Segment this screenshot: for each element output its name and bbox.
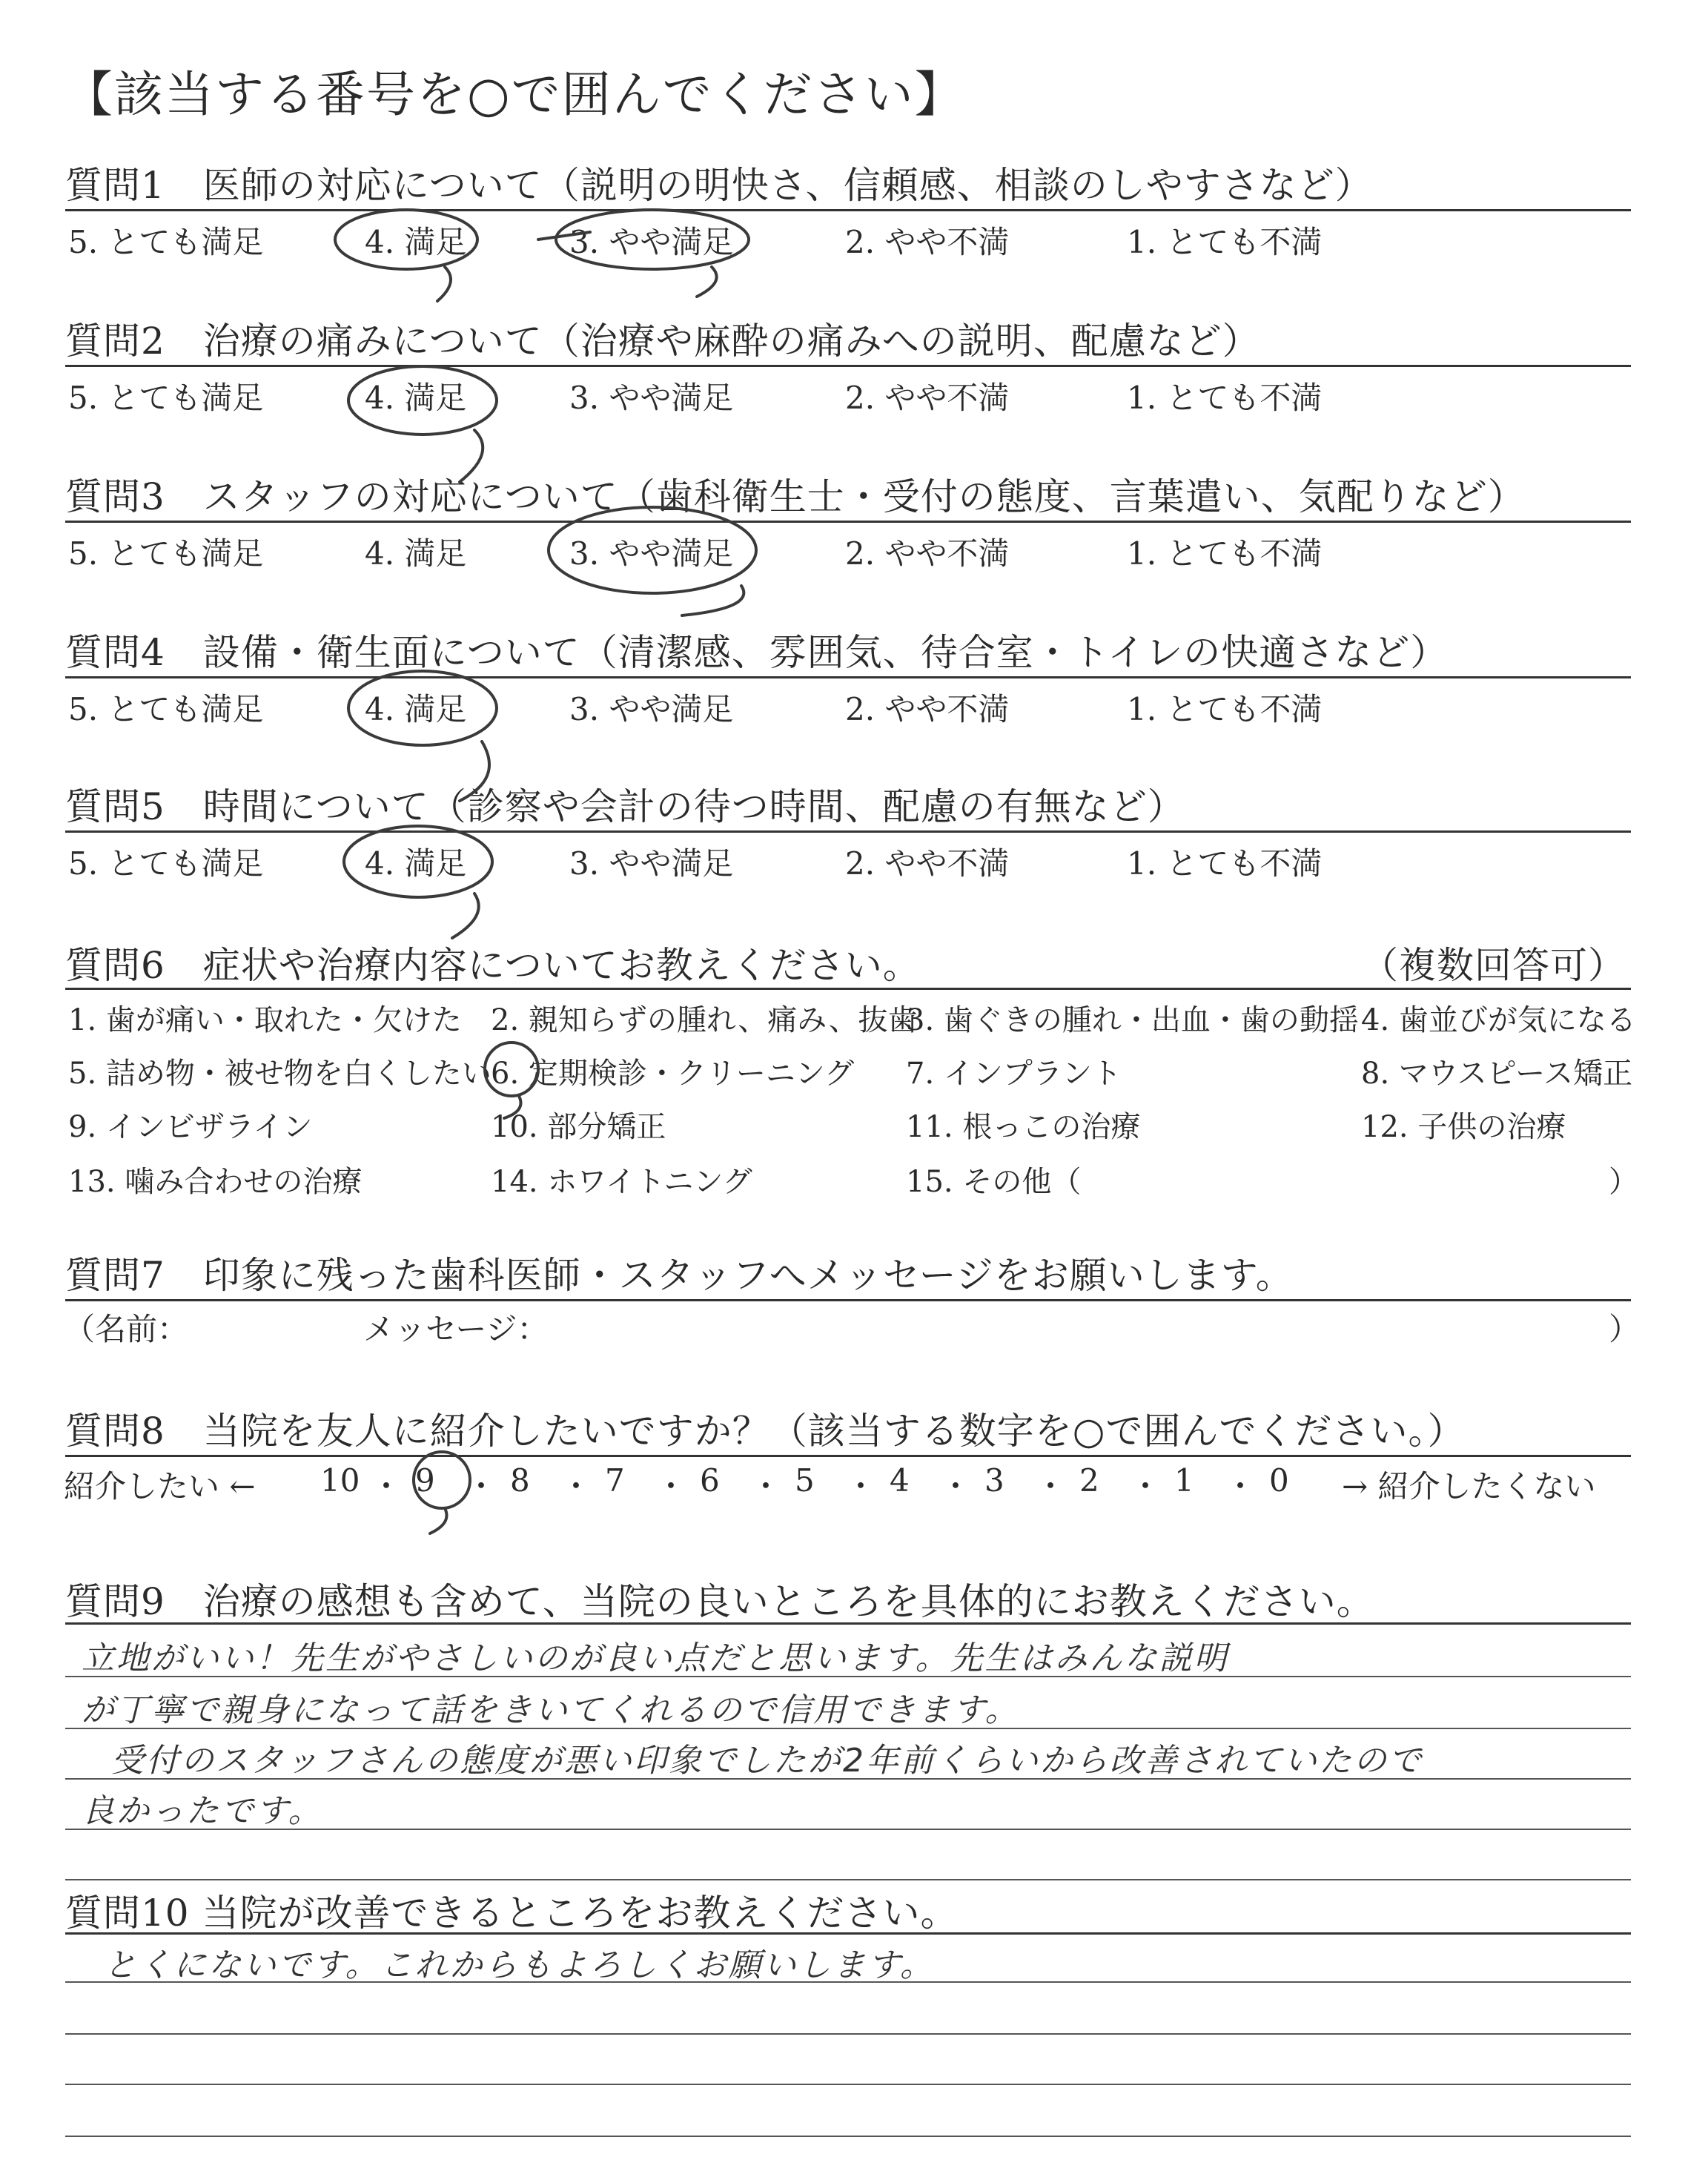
- q8-rule: [65, 1455, 1631, 1457]
- q8-score-7[interactable]: 7: [605, 1462, 625, 1499]
- q2-option-4[interactable]: 4. 満足: [365, 380, 467, 416]
- q2-option-3[interactable]: 3. やや満足: [569, 380, 734, 416]
- q8-separator: ・: [845, 1468, 877, 1505]
- tail-q5-4: [452, 894, 479, 938]
- q6-option-9[interactable]: 9. インビザライン: [68, 1110, 313, 1144]
- q3-rule: [65, 521, 1631, 523]
- q6-heading: 質問6 症状や治療内容についてお教えください。: [65, 944, 921, 987]
- q3-option-1[interactable]: 1. とても不満: [1127, 535, 1323, 572]
- q8-score-9[interactable]: 9: [415, 1462, 435, 1499]
- q6-option-8[interactable]: 8. マウスピース矯正: [1361, 1057, 1633, 1091]
- q3-option-4[interactable]: 4. 満足: [365, 535, 467, 572]
- q1-option-1[interactable]: 1. とても不満: [1127, 224, 1323, 260]
- q1-rule: [65, 209, 1631, 211]
- q6-option-1[interactable]: 1. 歯が痛い・取れた・欠けた: [68, 1003, 462, 1037]
- q8-score-8[interactable]: 8: [510, 1462, 530, 1499]
- q7-message-label: メッセージ：: [363, 1311, 549, 1347]
- q5-option-2[interactable]: 2. やや不満: [845, 845, 1010, 882]
- q1-option-4[interactable]: 4. 満足: [365, 224, 467, 260]
- q8-left-label: 紹介したい ←: [64, 1468, 256, 1505]
- q6-option-6[interactable]: 6. 定期検診・クリーニング: [491, 1057, 855, 1091]
- q10-heading: 質問10 当院が改善できるところをお教えください。: [65, 1892, 959, 1935]
- q4-option-3[interactable]: 3. やや満足: [569, 691, 734, 727]
- tail-q3-3: [682, 586, 744, 615]
- q6-option-5[interactable]: 5. 詰め物・被せ物を白くしたい: [68, 1057, 491, 1091]
- q2-heading: 質問2 治療の痛みについて（治療や麻酔の痛みへの説明、配慮など）: [65, 320, 1260, 363]
- q7-name-label: （名前：: [64, 1311, 189, 1347]
- q8-score-4[interactable]: 4: [890, 1462, 910, 1499]
- q6-option-3[interactable]: 3. 歯ぐきの腫れ・出血・歯の動揺: [906, 1003, 1359, 1037]
- q9-answer-line-4: 良かったです。: [82, 1792, 323, 1830]
- q8-separator: ・: [750, 1468, 782, 1505]
- q5-option-3[interactable]: 3. やや満足: [569, 845, 734, 882]
- page-title: 【該当する番号を○で囲んでください】: [64, 66, 965, 123]
- q8-right-label: → 紹介したくない: [1342, 1468, 1596, 1505]
- q9-answer-line-1: 立地がいい！先生がやさしいのが良い点だと思います。先生はみんな説明: [82, 1639, 1229, 1677]
- q6-option-15[interactable]: 15. その他（: [906, 1165, 1082, 1199]
- q2-option-1[interactable]: 1. とても不満: [1127, 380, 1323, 416]
- q1-heading: 質問1 医師の対応について（説明の明快さ、信頼感、相談のしやすさなど）: [65, 164, 1373, 207]
- q6-option-12[interactable]: 12. 子供の治療: [1361, 1110, 1566, 1144]
- q4-option-4[interactable]: 4. 満足: [365, 691, 467, 727]
- q3-option-2[interactable]: 2. やや不満: [845, 535, 1010, 572]
- q5-option-5[interactable]: 5. とても満足: [68, 845, 264, 882]
- q3-option-5[interactable]: 5. とても満足: [68, 535, 264, 572]
- q6-option-13[interactable]: 13. 噛み合わせの治療: [68, 1165, 363, 1199]
- q8-heading: 質問8 当院を友人に紹介したいですか？（該当する数字を○で囲んでください。）: [65, 1410, 1466, 1453]
- q1-option-5[interactable]: 5. とても満足: [68, 224, 264, 260]
- q6-option-2[interactable]: 2. 親知らずの腫れ、痛み、抜歯: [491, 1003, 918, 1037]
- q5-rule: [65, 830, 1631, 833]
- q7-heading: 質問7 印象に残った歯科医師・スタッフへメッセージをお願いします。: [65, 1254, 1294, 1297]
- q9-rule-top: [65, 1622, 1631, 1625]
- q6-option-11[interactable]: 11. 根っこの治療: [906, 1110, 1141, 1144]
- q7-rule: [65, 1299, 1631, 1301]
- q10-rule-top: [65, 1932, 1631, 1935]
- q8-score-1[interactable]: 1: [1174, 1462, 1194, 1499]
- q10-answer-line-1: とくにないです。これからもよろしくお願いします。: [104, 1946, 935, 1984]
- q8-separator: ・: [1130, 1468, 1162, 1505]
- q9-heading: 質問9 治療の感想も含めて、当院の良いところを具体的にお教えください。: [65, 1580, 1374, 1623]
- q2-option-5[interactable]: 5. とても満足: [68, 380, 264, 416]
- q4-rule: [65, 676, 1631, 678]
- q8-separator: ・: [1225, 1468, 1257, 1505]
- q4-heading: 質問4 設備・衛生面について（清潔感、雰囲気、待合室・トイレの快適さなど）: [65, 631, 1449, 674]
- q1-option-3[interactable]: 3. やや満足: [569, 224, 734, 260]
- q5-heading: 質問5 時間について（診察や会計の待つ時間、配慮の有無など）: [65, 785, 1185, 828]
- q6-other-close: ）: [1609, 1165, 1638, 1199]
- q6-option-10[interactable]: 10. 部分矯正: [491, 1110, 666, 1144]
- q8-score-3[interactable]: 3: [984, 1462, 1004, 1499]
- q8-score-2[interactable]: 2: [1079, 1462, 1099, 1499]
- q4-option-2[interactable]: 2. やや不満: [845, 691, 1010, 727]
- q6-option-7[interactable]: 7. インプラント: [906, 1057, 1122, 1091]
- q6-note: （複数回答可）: [1361, 944, 1626, 987]
- q9-rule-5: [65, 1879, 1631, 1880]
- q8-separator: ・: [655, 1468, 687, 1505]
- q9-answer-line-2: が丁寧で親身になって話をきいてくれるので信用できます。: [82, 1691, 1020, 1729]
- q4-option-5[interactable]: 5. とても満足: [68, 691, 264, 727]
- q7-close: ）: [1609, 1311, 1641, 1347]
- q4-option-1[interactable]: 1. とても不満: [1127, 691, 1323, 727]
- q6-option-14[interactable]: 14. ホワイトニング: [491, 1165, 752, 1199]
- q8-score-5[interactable]: 5: [795, 1462, 815, 1499]
- q8-separator: ・: [560, 1468, 592, 1505]
- q5-option-1[interactable]: 1. とても不満: [1127, 845, 1323, 882]
- q8-separator: ・: [1035, 1468, 1067, 1505]
- q8-separator: ・: [466, 1468, 497, 1505]
- q9-answer-line-3: 受付のスタッフさんの態度が悪い印象でしたが2年前くらいから改善されていたので: [111, 1742, 1423, 1780]
- tail-q1-3: [697, 267, 717, 297]
- q8-score-10[interactable]: 10: [320, 1462, 360, 1499]
- tail-q1-4: [437, 267, 451, 301]
- q10-rule-3: [65, 2084, 1631, 2085]
- q2-option-2[interactable]: 2. やや不満: [845, 380, 1010, 416]
- q3-option-3[interactable]: 3. やや満足: [569, 535, 734, 572]
- q1-option-2[interactable]: 2. やや不満: [845, 224, 1010, 260]
- q10-rule-2: [65, 2033, 1631, 2035]
- q8-separator: ・: [940, 1468, 972, 1505]
- q2-rule: [65, 365, 1631, 367]
- q3-heading: 質問3 スタッフの対応について（歯科衛生士・受付の態度、言葉遣い、気配りなど）: [65, 475, 1526, 518]
- q5-option-4[interactable]: 4. 満足: [365, 845, 467, 882]
- q8-score-0[interactable]: 0: [1269, 1462, 1289, 1499]
- q8-separator: ・: [371, 1468, 403, 1505]
- q8-score-6[interactable]: 6: [700, 1462, 720, 1499]
- tail-q8-9: [430, 1508, 447, 1533]
- q6-rule: [65, 988, 1631, 990]
- q10-rule-4: [65, 2136, 1631, 2137]
- q6-option-4[interactable]: 4. 歯並びが気になる: [1361, 1003, 1636, 1037]
